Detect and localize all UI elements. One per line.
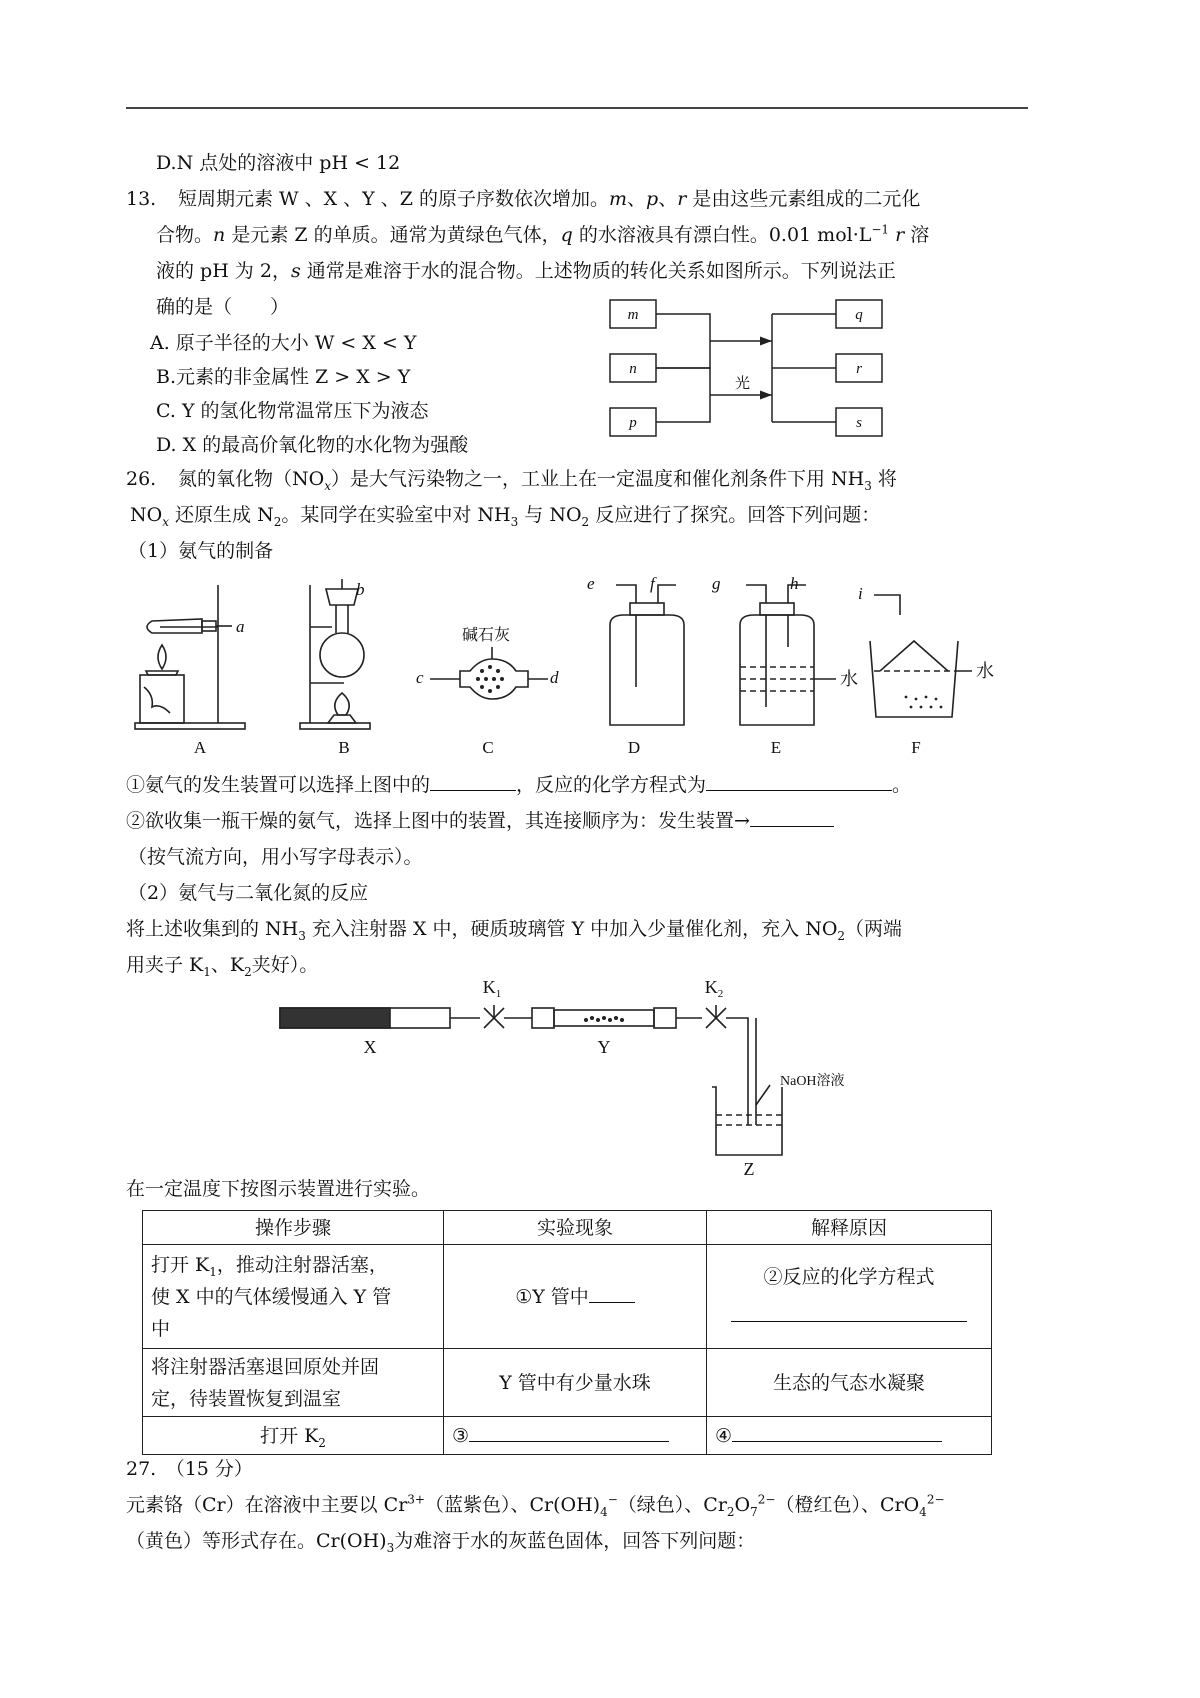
svg-text:C: C xyxy=(482,738,494,757)
clamp-k2 xyxy=(706,1005,726,1028)
table-cell-explanation2: 生态的气态水凝聚 xyxy=(707,1349,992,1417)
svg-text:Y: Y xyxy=(597,1037,611,1057)
clamp-k1 xyxy=(484,1005,504,1028)
svg-text:K1: $K_1$ xyxy=(482,977,502,1000)
table-cell-phenomenon2: Y 管中有少量水珠 xyxy=(444,1349,707,1417)
beaker-z xyxy=(712,1087,782,1155)
experiment-table xyxy=(142,1210,992,1455)
svg-text:q: q xyxy=(855,307,863,323)
q27-line1: 元素铬（Cr）在溶液中主要以 $Cr^{3+}$（蓝紫色）、$Cr(OH)_4^-$（绿色）、$Cr_2O_7^{2-}$（橙红色）、CrO$_4^{2-}$ xyxy=(126,1492,945,1519)
q27-line2: （黄色）等形式存在。$Cr(OH)_3$为难溶于水的灰蓝色固体，回答下列问题： xyxy=(126,1530,756,1555)
answer-blank-4[interactable] xyxy=(732,1423,942,1442)
q13-number: 13. xyxy=(126,188,157,210)
svg-text:f: f xyxy=(650,574,655,593)
header-rule xyxy=(126,107,1028,109)
svg-text:碱石灰: 碱石灰 xyxy=(462,627,511,644)
q13-option-b: B.元素的非金属性 Z > X > Y xyxy=(156,366,411,388)
answer-blank-3[interactable] xyxy=(469,1423,669,1442)
svg-text:h: h xyxy=(790,574,799,593)
table-header-phenomenon: 实验现象 xyxy=(444,1211,707,1245)
apparatus-a xyxy=(135,585,245,729)
ammonia-apparatus-figure xyxy=(130,574,994,757)
svg-text:F: F xyxy=(911,738,921,757)
svg-text:d: d xyxy=(550,668,559,687)
answer-blank-order[interactable] xyxy=(750,808,834,827)
q13-stem-line1: 短周期元素 W 、X 、Y 、Z 的原子序数依次增加。m、p、r 是由这些元素组成的二元化 xyxy=(178,188,921,210)
q13-stem-line4: 确的是（ ） xyxy=(156,296,290,318)
svg-text:e: e xyxy=(587,574,595,593)
q26-intro-line1: 氮的氧化物$(NO_x)$是大气污染物之一，工业上在一定温度和催化剂条件下用 $NH_3$ 将 xyxy=(178,468,897,493)
q26-number: 26. xyxy=(126,468,157,490)
svg-text:K2: $K_2$ xyxy=(704,977,724,1000)
svg-text:a: a xyxy=(236,617,245,636)
q13-option-a: A. 原子半径的大小 W < X < Y xyxy=(150,332,417,354)
answer-blank-1[interactable] xyxy=(589,1284,635,1303)
q27-header: 27. （15 分） xyxy=(126,1458,253,1480)
table-cell-phenomenon1: ①Y 管中 xyxy=(444,1245,707,1349)
svg-text:i: i xyxy=(858,584,863,603)
svg-text:Z: Z xyxy=(743,1159,755,1179)
q13-stem-line2: 合物。n 是元素 Z 的单质。通常为黄绿色气体，q 的水溶液具有漂白性。0.01 $mol\cdot L^{-1}$ r 溶 xyxy=(156,222,930,246)
svg-text:B: B xyxy=(338,738,350,757)
svg-text:c: c xyxy=(416,668,424,687)
table-cell-step1: 打开 $K_1$，推动注射器活塞， 使 X 中的气体缓慢通入 Y 管 中 xyxy=(143,1245,444,1349)
table-cell-explanation3: ④ xyxy=(707,1417,992,1455)
table-cell-step3: 打开 $K_2$ xyxy=(143,1417,444,1455)
svg-text:水: 水 xyxy=(976,661,994,681)
q26-sub1: ①氨气的发生装置可以选择上图中的 ，反应的化学方程式为 。 xyxy=(126,774,912,796)
table-row xyxy=(143,1245,992,1349)
svg-text:A: A xyxy=(193,738,207,757)
q26-part2-line2: 用夹子 $K_1$、$K_2$夹好）。 xyxy=(126,954,319,979)
q26-intro-line2: $NO_x$ 还原生成 $N_2$。某同学在实验室中对 $NH_3$ 与 $NO_2$ 反应进行了探究。回答下列问题： xyxy=(130,504,881,529)
q26-sub2-note: （按气流方向，用小写字母表示）。 xyxy=(128,846,423,868)
table-cell-step2: 将注射器活塞退回原处并固 定，待装置恢复到温室 xyxy=(143,1349,444,1417)
q13-option-d: D. X 的最高价氧化物的水化物为强酸 xyxy=(156,434,469,456)
q26-part2-line1: 将上述收集到的 $NH_3$ 充入注射器 X 中，硬质玻璃管 Y 中加入少量催化剂，充入 $NO_2$（两端 xyxy=(126,918,903,943)
table-header-operation: 操作步骤 xyxy=(143,1211,444,1245)
svg-text:s: s xyxy=(856,415,862,431)
apparatus-d xyxy=(610,585,684,725)
svg-text:r: r xyxy=(856,361,862,377)
svg-text:水: 水 xyxy=(840,669,858,689)
table-row xyxy=(143,1417,992,1455)
svg-text:NaOH溶液: NaOH溶液 xyxy=(780,1074,845,1089)
table-header-explanation: 解释原因 xyxy=(707,1211,992,1245)
q13-reaction-diagram xyxy=(600,290,900,450)
svg-text:D: D xyxy=(627,738,641,757)
apparatus-e xyxy=(740,585,836,725)
apparatus-b xyxy=(300,579,370,729)
table-header-row xyxy=(143,1211,992,1245)
svg-text:p: p xyxy=(629,415,637,431)
q26-table-intro: 在一定温度下按图示装置进行实验。 xyxy=(126,1178,431,1200)
svg-text:m: m xyxy=(627,307,639,323)
q26-part1-title: （1）氨气的制备 xyxy=(128,540,274,562)
q26-sub2: ②欲收集一瓶干燥的氨气，选择上图中的装置，其连接顺序为：发生装置→ xyxy=(126,808,834,834)
apparatus-f xyxy=(870,595,972,717)
reaction-setup-figure xyxy=(270,975,890,1179)
svg-text:n: n xyxy=(629,361,637,377)
svg-text:X: X xyxy=(363,1037,377,1057)
table-cell-explanation1: ②反应的化学方程式 xyxy=(707,1245,992,1349)
answer-blank-equation[interactable] xyxy=(706,772,892,791)
q12-option-d: D.N 点处的溶液中 pH < 12 xyxy=(156,152,401,174)
answer-blank-2[interactable] xyxy=(731,1303,967,1322)
q26-part2-title: （2）氨气与二氧化氮的反应 xyxy=(128,882,369,904)
q13-stem-line3: 液的 pH 为 2，s 通常是难溶于水的混合物。上述物质的转化关系如图所示。下列说法正 xyxy=(156,260,896,282)
svg-text:g: g xyxy=(712,574,721,593)
svg-text:光: 光 xyxy=(735,376,751,392)
table-cell-phenomenon3: ③ xyxy=(444,1417,707,1455)
svg-text:E: E xyxy=(770,738,782,757)
table-row xyxy=(143,1349,992,1417)
answer-blank-generator[interactable] xyxy=(430,772,516,791)
q13-option-c: C. Y 的氢化物常温常压下为液态 xyxy=(156,400,429,422)
svg-text:b: b xyxy=(356,580,365,599)
